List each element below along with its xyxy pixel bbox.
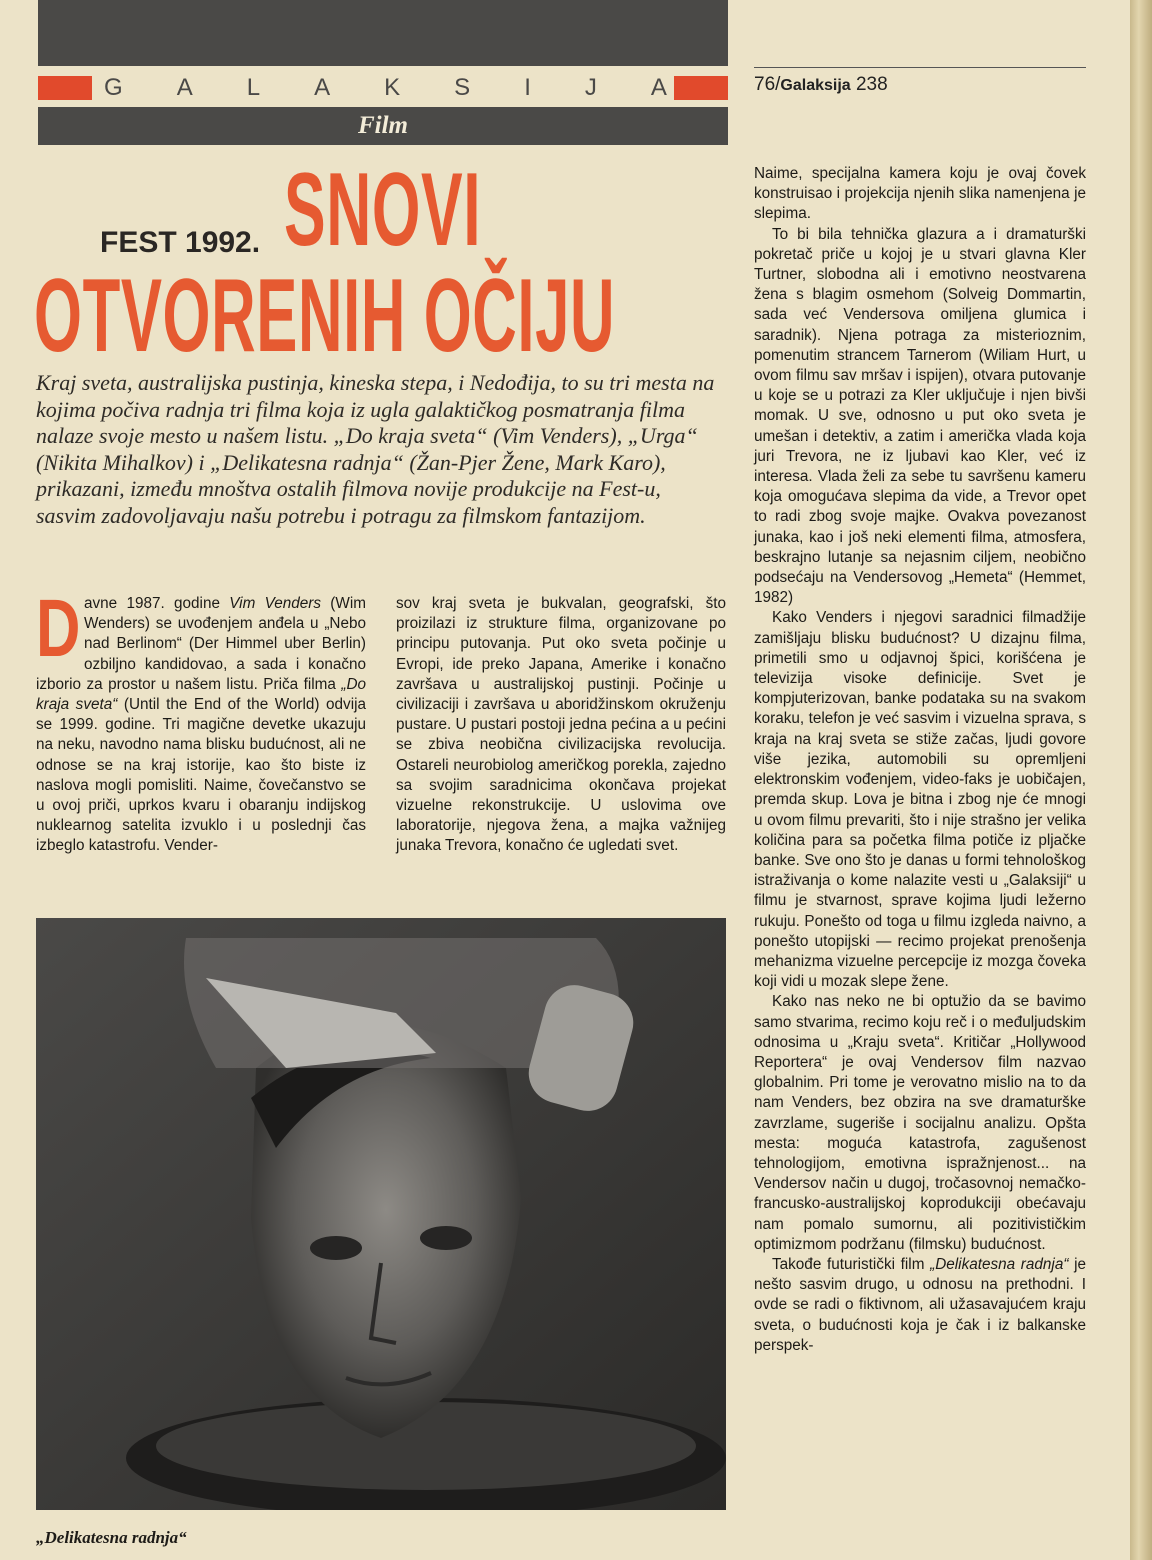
paragraph: To bi bila tehnička glazura a i dramaturški pokretač priče u kojoj je u stvari glavna Kler Turtner, slobodna ali i emotivno neostvarena žena s blagim osmehom (Solveig Dommartin, sada već Vendersova omiljena glumica i saradnik). Njena potraga za misterioznim, pomenutim strancem Tarnerom (Wiliam Hurt, u ovom filmu sav mršav i ispijen), otvara putovanje u koje se u potrazi za Kler uključuje i njen bivši momak. U sve, odnosno u put oko sveta je umešan i detektiv, a zatim i američka vlada koja juri Trevora, ne iz ljubavi kao Kler, već iz interesa. Vlada želi za sebe tu savršenu kameru koja omogućava slepima da vide, a Trevor opet to radi zbog svoje majke. Ovakva povezanost junaka, kao i još neki elementi filma, atmosfera, beskrajno lutanje sa nejasnim ciljem, neobično podsećaju na Vendersovog „Hemeta“ (Hemmet, 1982) xyxy=(754,225,1086,607)
paragraph: Kako Venders i njegovi saradnici filmadžije zamišljaju blisku budućnost? U dizajnu filma, primetili smo u odjavnoj špici, korišćena je televizija visoke definicije. Svet je kompjuterizovan, banke podataka su na svakom koraku, telefon je već sasvim i vizuelna sprava, s kraja na kraj sveta se stiže začas, ljudi govore više jezika, automobili su opremljeni elektronskim vođenjem, video-faks je uobičajen, premda skup. Lova je bitna i zbog nje će mnogi u ovom filmu prevariti, što i nije strašno jer velika količina para sa početka filma potiče iz pljačke banke. Sve ono što je danas u formi tehnološkog istraživanja o kome nalazite vesti u „Galaksiji“ u filmu je stvarnost, sprave kojima ljudi ležerno rukuju. Ponešto od toga u filmu izgleda naivno, a ponešto utopijski — recimo projekat prenošenja mehanizma vizuelne percepcije iz mozga čoveka koji vidi u mozak slepe žene. xyxy=(754,609,1086,991)
paragraph: Kako nas neko ne bi optužio da se bavimo samo stvarima, recimo koju reč i o međuljudskim odnosima u „Kraju sveta“. Kritičar „Hollywood Reportera“ je ovaj Vendersov film nazvao globalnim. Pri tome je verovatno mislio na to da nam Venders, bez obzira na sve dramaturške zavrzlame, sugeriše i socijalnu analizu. Opšta mesta: moguća katastrofa, zagušenost tehnologijom, emotivna ispražnjenost... na Vendersov način u dugoj, tročasovnoj nemačko-francusko-australijskoj koprodukciji obećavaju nam pomalo sumornu, ali pozitivističkim optimizmom podržanu (filmsku) budućnost. xyxy=(754,993,1086,1253)
text-run: Takođe futuristički film xyxy=(772,1255,931,1273)
logo-letter: G xyxy=(104,74,124,101)
text-run: (Wim Wenders) se uvođenjem anđela u „Nebo nad Berlinom“ (Der Himmel uber Berlin) ozbiljno kandidovao, a sada i konačno izborio za prostor u našem listu. Priča filma xyxy=(36,595,366,693)
logo-letter: J xyxy=(584,74,598,101)
section-label: Film xyxy=(357,112,408,139)
logo-red-block-right xyxy=(674,76,728,100)
issue-number: 238 xyxy=(850,74,888,95)
logo-letters xyxy=(104,74,668,102)
headline-line-2: OTVORENIH OČIJU xyxy=(34,258,616,374)
logo-letter: K xyxy=(384,74,402,101)
masthead-logo xyxy=(38,74,728,102)
paragraph xyxy=(754,1255,1086,1356)
body-column-3 xyxy=(754,164,1086,1356)
page-number-value: 76/ xyxy=(754,74,781,95)
drop-cap: D xyxy=(36,583,81,674)
top-photo-band xyxy=(38,0,728,66)
publication-name: Galaksija xyxy=(780,77,851,94)
logo-letter: A xyxy=(314,74,332,101)
logo-letter: A xyxy=(176,74,194,101)
logo-letter: A xyxy=(650,74,668,101)
logo-red-block-left xyxy=(38,76,92,100)
logo-letter: I xyxy=(524,74,532,101)
header-rule xyxy=(754,67,1086,68)
article-kicker: FEST 1992. xyxy=(100,226,261,259)
article-lead: Kraj sveta, australijska pustinja, kineska stepa, i Nedođija, to su tri mesta na kojima počiva radnja tri filma koja iz ugla galaktičkog posmatranja filma nalaze svoje mesto u našem listu. „Do kraja sveta“ (Vim Venders), „Urga“ (Nikita Mihalkov) i „Delikatesna radnja“ (Žan-Pjer Žene, Mark Karo), prikazani, između mnoštva ostalih filmova novije produkcije na Fest-u, sasvim zadovoljavaju našu potrebu i potragu za filmskom fantazijom. xyxy=(36,370,715,528)
headline-line-1: SNOVI xyxy=(284,152,482,268)
logo-letter: S xyxy=(454,74,472,101)
photo-illustration xyxy=(36,918,726,1510)
photo-caption: „Delikatesna radnja“ xyxy=(36,1528,187,1547)
paragraph: Naime, specijalna kamera koju je ovaj čovek konstruisao i projekcija njenih slika namenjena je slepima. xyxy=(754,165,1086,223)
italic-run: Vim Venders xyxy=(229,595,322,612)
text-run: je nešto sasvim drugo, u odnosu na prethodni. I ovde se radi o fiktivnom, ali užasavajućem kraju sveta, o budućnosti koja je čak i iz balkanske perspek- xyxy=(754,1255,1087,1354)
film-still-photo xyxy=(36,918,726,1510)
section-bar xyxy=(38,107,728,145)
paragraph xyxy=(36,583,366,857)
text-run: avne 1987. godine xyxy=(84,595,230,612)
page-edge xyxy=(1130,0,1152,1560)
page-number xyxy=(754,74,888,96)
text-run: (Until the End of the World) odvija se 1999. godine. Tri magične devetke ukazuju na neku, navodno nama blisku budućnost, ali ne odnose se na kraj istorije, kao što biste iz naslova mogli pomisliti. Naime, čovečanstvo se u ovoj priči, uprkos kvaru i obaranju indijskog nuklearnog satelita izvuklo i u poslednji čas izbeglo katastrofu. Vender- xyxy=(36,696,366,855)
italic-run: „Delikatesna radnja“ xyxy=(930,1255,1069,1273)
paragraph: sov kraj sveta je bukvalan, geografski, što proizilazi iz strukture filma, organizovane po principu putovanja. Put oko sveta počinje u Evropi, ide preko Japana, Amerike i konačno završava u australijskoj pustinji. Počinje u civilizaciji i završava u aboridžinskom okruženju pustare. U pustari postoji jedna pećina a u pećini se zbiva neobična civilizacijska revolucija. Ostareli neurobiolog američkog porekla, zajedno sa svojim saradnicima okončava projekat vizuelne rekonstrukcije. U uslovima ove laboratorije, njegova žena, a majka važnijeg junaka Trevora, konačno će ugledati svet. xyxy=(396,595,726,855)
body-column-2 xyxy=(396,594,726,857)
logo-letter: L xyxy=(246,74,262,101)
italic-run: „Do kraja sveta“ xyxy=(36,675,366,714)
body-column-1 xyxy=(36,583,366,857)
